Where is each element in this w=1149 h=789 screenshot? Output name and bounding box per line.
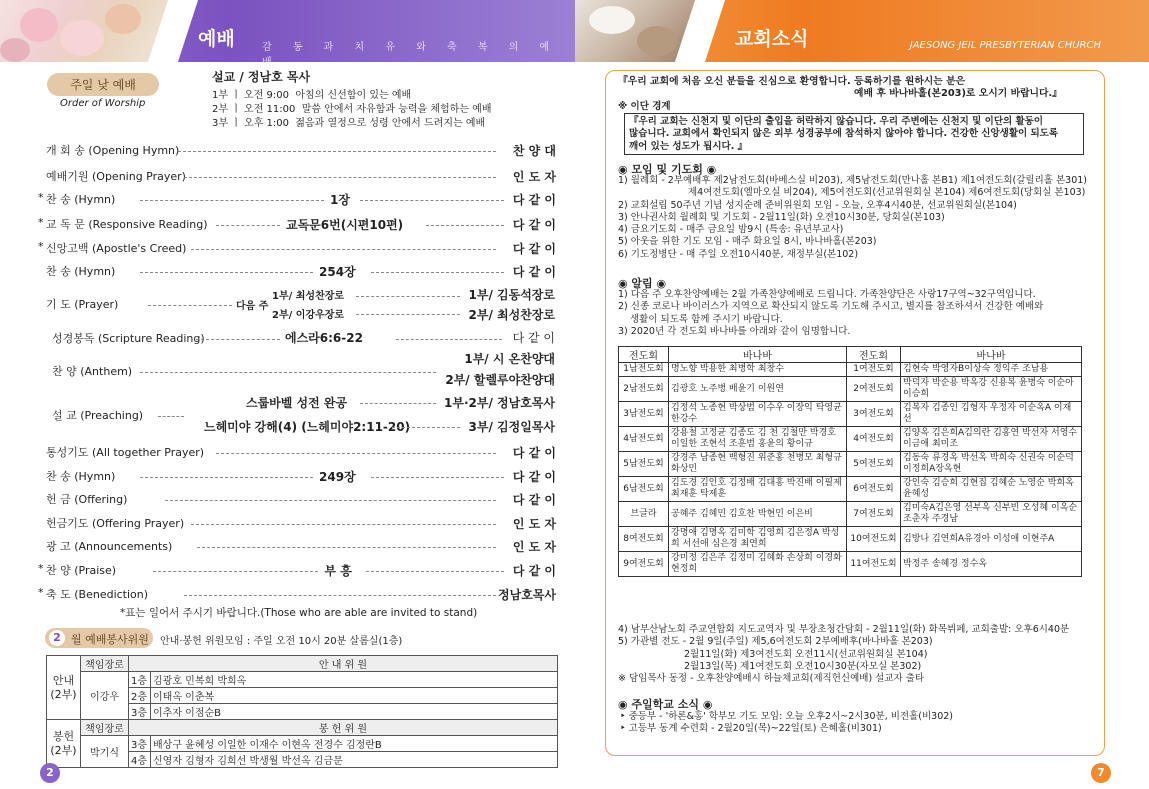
anthem-label: 찬 양 (Anthem) — [52, 365, 133, 378]
order-label: 통성기도 (All together Prayer) — [46, 446, 205, 459]
order-right: 다 같 이 — [512, 193, 556, 207]
notice-title: ◉ 알림 ◉ — [618, 277, 667, 290]
prayer-a2: 2부/ 이강우장로 — [272, 310, 345, 321]
order-mid: 교독문6번(시편10편) — [286, 218, 404, 232]
flower-image — [0, 0, 175, 62]
order-row — [46, 263, 556, 281]
scripture-text: 에스라6:6-22 — [285, 331, 363, 345]
welcome-line-1: 『우리 교회에 처음 오신 분들을 진심으로 환영합니다. 등록하기를 원하시는 분은 — [618, 76, 966, 87]
warning-box: 『우리 교회는 신천지 및 이단의 출입을 허락하지 않습니다. 우리 주변에는 신천지 및 이단의 활동이 많습니다. 교회에서 확인되지 않은 외부 성경공부에 참석하지 않아야 합니다. 건강한 신앙생활이 되도록 깨어 있는 성도가 됩시다. 』 — [624, 113, 1084, 155]
order-en: Order of Worship — [60, 98, 146, 109]
order-right: 다 같 이 — [512, 493, 556, 507]
welcome-line-2: 예배 후 바나바홀(본203)로 오시기 바랍니다.』 — [854, 88, 1062, 99]
preacher-2: 3부/ 김정일목사 — [468, 420, 555, 434]
order-row — [46, 444, 556, 462]
volunteer-note: 안내·봉헌 위원모임 : 주일 오전 10시 20분 살롬실(1층) — [160, 636, 403, 647]
order-label: 개 회 송 (Opening Hymn) — [46, 144, 180, 157]
volunteer-pill: 2 월 예배봉사위원 — [45, 628, 153, 648]
order-label: 헌금기도 (Offering Prayer) — [46, 517, 185, 530]
anthem-r2: 2부/ 할렐루야찬양대 — [445, 373, 555, 387]
table-row: 4남전도회 강용철 고정균 김종도 김 천 김철만 박경호 이일한 조현석 조훈범 홍윤의 황이규 4여전도회 김양옥 김은희A김의란 김홍연 박선자 서영수 이금애 최미조 — [619, 427, 1082, 452]
order-label: 찬 송 (Hymn) — [46, 265, 116, 278]
order-label: 헌 금 (Offering) — [46, 493, 128, 506]
order-mid: 254장 — [319, 265, 356, 279]
church-name: JAESONG JEIL PRESBYTERIAN CHURCH — [909, 40, 1101, 51]
right-header — [575, 0, 1149, 62]
order-right: 찬 양 대 — [512, 144, 556, 158]
order-label: 찬 송 (Hymn) — [46, 470, 116, 483]
order-pill: 주일 낮 예배 — [47, 73, 159, 96]
page-number-right: 7 — [1091, 763, 1111, 783]
school-title: ◉ 주일학교 소식 ◉ — [618, 698, 713, 711]
page-number: 2 — [40, 763, 60, 783]
order-right: 인 도 자 — [512, 540, 556, 554]
prayer-r1: 1부/ 김동석장로 — [468, 288, 555, 302]
table-row: 8여전도회 강명애 김명옥 김미학 김영희 김은정A 박성희 서선애 심은경 최연희 10여전도회 김방나 김연희A유경아 이성애 이현주A — [619, 527, 1082, 552]
prayer-r2: 2부/ 최성찬장로 — [468, 308, 555, 322]
sermon-heading: 스룹바벨 성전 완공 — [246, 396, 348, 410]
table-row: 브글라 공혜주 김혜민 김호찬 박현민 이은비 7여전도회 김미숙A김은영 선부옥 신부빈 오성혜 이옥순 조춘자 주경남 — [619, 502, 1082, 527]
service-2: 2부 ㅣ 오전 11:00 말씀 안에서 자유함과 능력을 체험하는 예배 — [212, 104, 492, 115]
order-row: * 축 도 (Benediction) 정남호목사 — [38, 586, 556, 602]
order-row — [46, 515, 556, 533]
order-label: 찬 양 (Praise) — [46, 564, 117, 577]
after-list: 4) 남부산남노회 주교연합회 지도교역자 및 부장초청간담회 - 2월11일(화) 화목뷔페, 교회출발: 오후6시40분 5) 가관별 전도 - 2월 9일(주일) 제5,6여전도회 2부예배후(바나바홀 본203) 2월11일(화) 제3여전도회 오전11시(선교위원회실 본104) 2월13일(목) 제1여전도회 오전10시30분(자모실 본302) ※ 담임목사 동정 - 오후찬양예배시 하늘채교회(제직헌신예배) 설교자 출타 — [618, 624, 1070, 685]
table-row: 9여전도회 강미정 김은주 김정미 김혜화 손상희 이경화 현정희 11여전도회 박정주 송혜경 정수옥 — [619, 552, 1082, 577]
order-right: 다 같 이 — [512, 564, 556, 578]
sermon-text: 느헤미야 강해(4) (느헤미야2:11-20) — [204, 420, 411, 434]
service-3: 3부 ㅣ 오후 1:00 젊음과 열정으로 성령 안에서 드려지는 예배 — [212, 118, 486, 129]
barnabas-table: 전도회 바나바 전도회 바나바 1남전도회 명노향 박용한 최병학 최창수 1여전도회 김현숙 박영자B이상숙 정익주 조남용 2남전도회 김광호 노주병 배윤기 이원연 2여전도회 박덕자 박순용 박옥강 신용복 윤병숙 이순아 이승희 3남전도회 김정석 노종현 박상범 이수우 이장익 탁영균 한강수 3여전도회 김복자 김종인 김형자 우정자 이순옥A 이재선 4남전도회 강용철 고정균 김종도 김 천 김철만 박경호 이일한 조현석 조훈범 홍윤의 황이규 4여전도회 김양옥 김은희A김의란 김홍연 박선자 서영수 이금애 최미조 5남전도회 강경주 남종현 백형진 위준홍 천병모 최형규 화상민 5여전도회 김동숙 류경옥 박선옥 박희숙 신권숙 이순덕 이정희A장옥현 6남전도회 김도경 김인호 김정배 김대홍 박진배 이필제 최재훈 탁제훈 6여전도회 강인숙 김승희 김현집 김혜순 노영순 박희옥 윤혜성 브글라 공혜주 김혜민 김호찬 박현민 이은비 7여전도회 김미숙A김은영 선부옥 신부빈 오성혜 이옥순 조춘자 주경남 8여전도회 강명애 김명옥 김미학 김영희 김은정A 박성희 서선애 심은경 최연희 10여전도회 김방나 김연희A유경아 이성애 이현주A 9여전도회 강미정 김은주 김정미 김혜화 손상희 이경화 현정희 11여전도회 박정주 송혜경 정수옥 — [618, 346, 1082, 577]
table-row: 3남전도회 김정석 노종현 박상범 이수우 이장익 탁영균 한강수 3여전도회 김복자 김종인 김형자 우정자 이순옥A 이재선 — [619, 402, 1082, 427]
order-mid: 249장 — [319, 470, 356, 484]
order-row — [46, 168, 556, 186]
meeting-list: 1) 월례회 - 2부예배후 제2남전도회(바베스실 비203), 제5남전도회(만나홀 본B1) 제1여전도회(갈릴리홀 본301) 제4여전도회(엘마오실 비204), 제5여전도회(선교위원회실 본104) 제6여전도회(당회실 본103) 2) 교회설립 50주년 기념 성지순례 준비위원회 모임 - 오늘, 오후4시40분, 선교위원회실(본104) 3) 안나권사회 월례회 및 기도회 - 2월11일(화) 오전10시30분, 당회실(본103) 4) 금요기도회 - 매주 금요일 밤9시 (특송: 유년부교사) 5) 아웃을 위한 기도 모임 - 매주 화요일 8시, 바나바홀(본203) 6) 기도정병단 - 매 주일 오전10시40분, 재정부실(본102) — [618, 175, 1087, 260]
preacher-1: 1부·2부/ 정남호목사 — [444, 396, 555, 410]
order-right: 다 같 이 — [512, 242, 556, 256]
header-title: 예배 — [198, 28, 235, 50]
order-label: 교 독 문 (Responsive Reading) — [46, 218, 208, 231]
order-label: 찬 송 (Hymn) — [46, 193, 116, 206]
table-row: 5남전도회 강경주 남종현 백형진 위준홍 천병모 최형규 화상민 5여전도회 김동숙 류경옥 박선옥 박희숙 신권숙 이순덕 이정희A장옥현 — [619, 452, 1082, 477]
order-row: * 교 독 문 (Responsive Reading) 교독문6번(시편10편) 다 같 이 — [38, 216, 556, 232]
order-row: * 찬 송 (Hymn) 1장 다 같 이 — [38, 191, 556, 207]
stand-note: *표는 일어서 주시기 바랍니다.(Those who are able are invited to stand) — [120, 607, 478, 619]
order-row: * 찬 양 (Praise) 부 흥 다 같 이 — [38, 562, 556, 578]
order-right: 인 도 자 — [512, 170, 556, 184]
table-row: 2남전도회 김광호 노주병 배윤기 이원연 2여전도회 박덕자 박순용 박옥강 신용복 윤병숙 이순아 이승희 — [619, 377, 1082, 402]
table-row: 1남전도회 명노향 박용한 최병학 최창수 1여전도회 김현숙 박영자B이상숙 정익주 조남용 — [619, 363, 1082, 377]
order-row — [46, 468, 556, 486]
month-badge: 2 — [49, 630, 65, 646]
table-row: 6남전도회 김도경 김인호 김정배 김대홍 박진배 이필제 최재훈 탁제훈 6여전도회 강인숙 김승희 김현집 김혜순 노영순 박희옥 윤혜성 — [619, 477, 1082, 502]
order-right: 정남호목사 — [498, 588, 556, 602]
order-row — [46, 538, 556, 556]
preaching-label: 설 교 (Preaching) — [52, 409, 144, 422]
warning-title: ※ 이단 경계 — [618, 101, 671, 112]
order-row — [46, 142, 556, 160]
order-right: 인 도 자 — [512, 517, 556, 531]
order-label: 축 도 (Benediction) — [46, 588, 149, 601]
left-header — [0, 0, 575, 68]
order-label: 신앙고백 (Apostle's Creed) — [46, 242, 187, 255]
order-label: 광 고 (Announcements) — [46, 540, 173, 553]
order-right: 다 같 이 — [512, 446, 556, 460]
school-list: ‣ 중등부 - '하론&홍' 학부모 기도 모임: 오늘 오후2시~2시30분, 비전홀(비302) ‣ 고등부 동계 수련회 - 2월20일(목)~22일(토) 은혜홀(비301) — [620, 711, 953, 735]
order-row — [46, 491, 556, 509]
right-page — [575, 0, 1149, 789]
order-mid: 부 흥 — [324, 564, 352, 578]
order-right: 다 같 이 — [512, 265, 556, 279]
prayer-a1: 1부/ 최성찬장로 — [272, 291, 345, 302]
volunteer-table: 안내 (2부) 책임장로 안 내 위 원 이강우 1층 김광호 민복희 박희옥 2층 이태옥 이춘복 3층 이추자 이점순B 봉헌 (2부) 책임장로 봉 헌 위 원 박기식 3층 배상구 윤혜성 이일한 이재수 이현옥 전경수 김정란B 4층 신영자 김형자 김희선 박생월 박선옥 김금문 — [46, 655, 558, 768]
sermon-title: 설교 / 정남호 목사 — [212, 70, 311, 84]
order-row: * 신앙고백 (Apostle's Creed) 다 같 이 — [38, 240, 556, 256]
order-mid: 1장 — [330, 193, 350, 207]
anthem-r1: 1부/ 시 온찬양대 — [464, 352, 555, 366]
meeting-title: ◉ 모임 및 기도회 ◉ — [618, 163, 717, 176]
scripture-label: 성경봉독 (Scripture Reading) — [52, 332, 205, 345]
notice-list: 1) 다음 주 오후찬양예배는 2월 가족찬양예배로 드립니다. 가족찬양단은 사랑17구역~32구역입니다. 2) 신종 코로나 바이러스가 지역으로 확산되지 않도록 기도해 주시고, 별지를 참조하셔서 건강한 예배와 생활이 되도록 함께 주시기 바랍니다. 3) 2020년 각 전도회 바나바를 아래와 같이 임명합니다. — [618, 289, 1044, 337]
prayer-next: 다음 주 — [236, 301, 269, 312]
order-label: 예배기원 (Opening Prayer) — [46, 170, 186, 183]
order-right: 다 같 이 — [512, 218, 556, 232]
header-subtitle: 감 동 과 치 유 와 축 복 의 예 배 — [262, 42, 559, 68]
prayer-label: 기 도 (Prayer) — [46, 298, 119, 311]
news-title: 교회소식 — [735, 28, 809, 50]
service-1: 1부 ㅣ 오전 9:00 아침의 신선함이 있는 예배 — [212, 90, 412, 101]
news-box — [605, 70, 1105, 756]
order-right: 다 같 이 — [512, 470, 556, 484]
scripture-right: 다 같 이 — [512, 331, 555, 345]
